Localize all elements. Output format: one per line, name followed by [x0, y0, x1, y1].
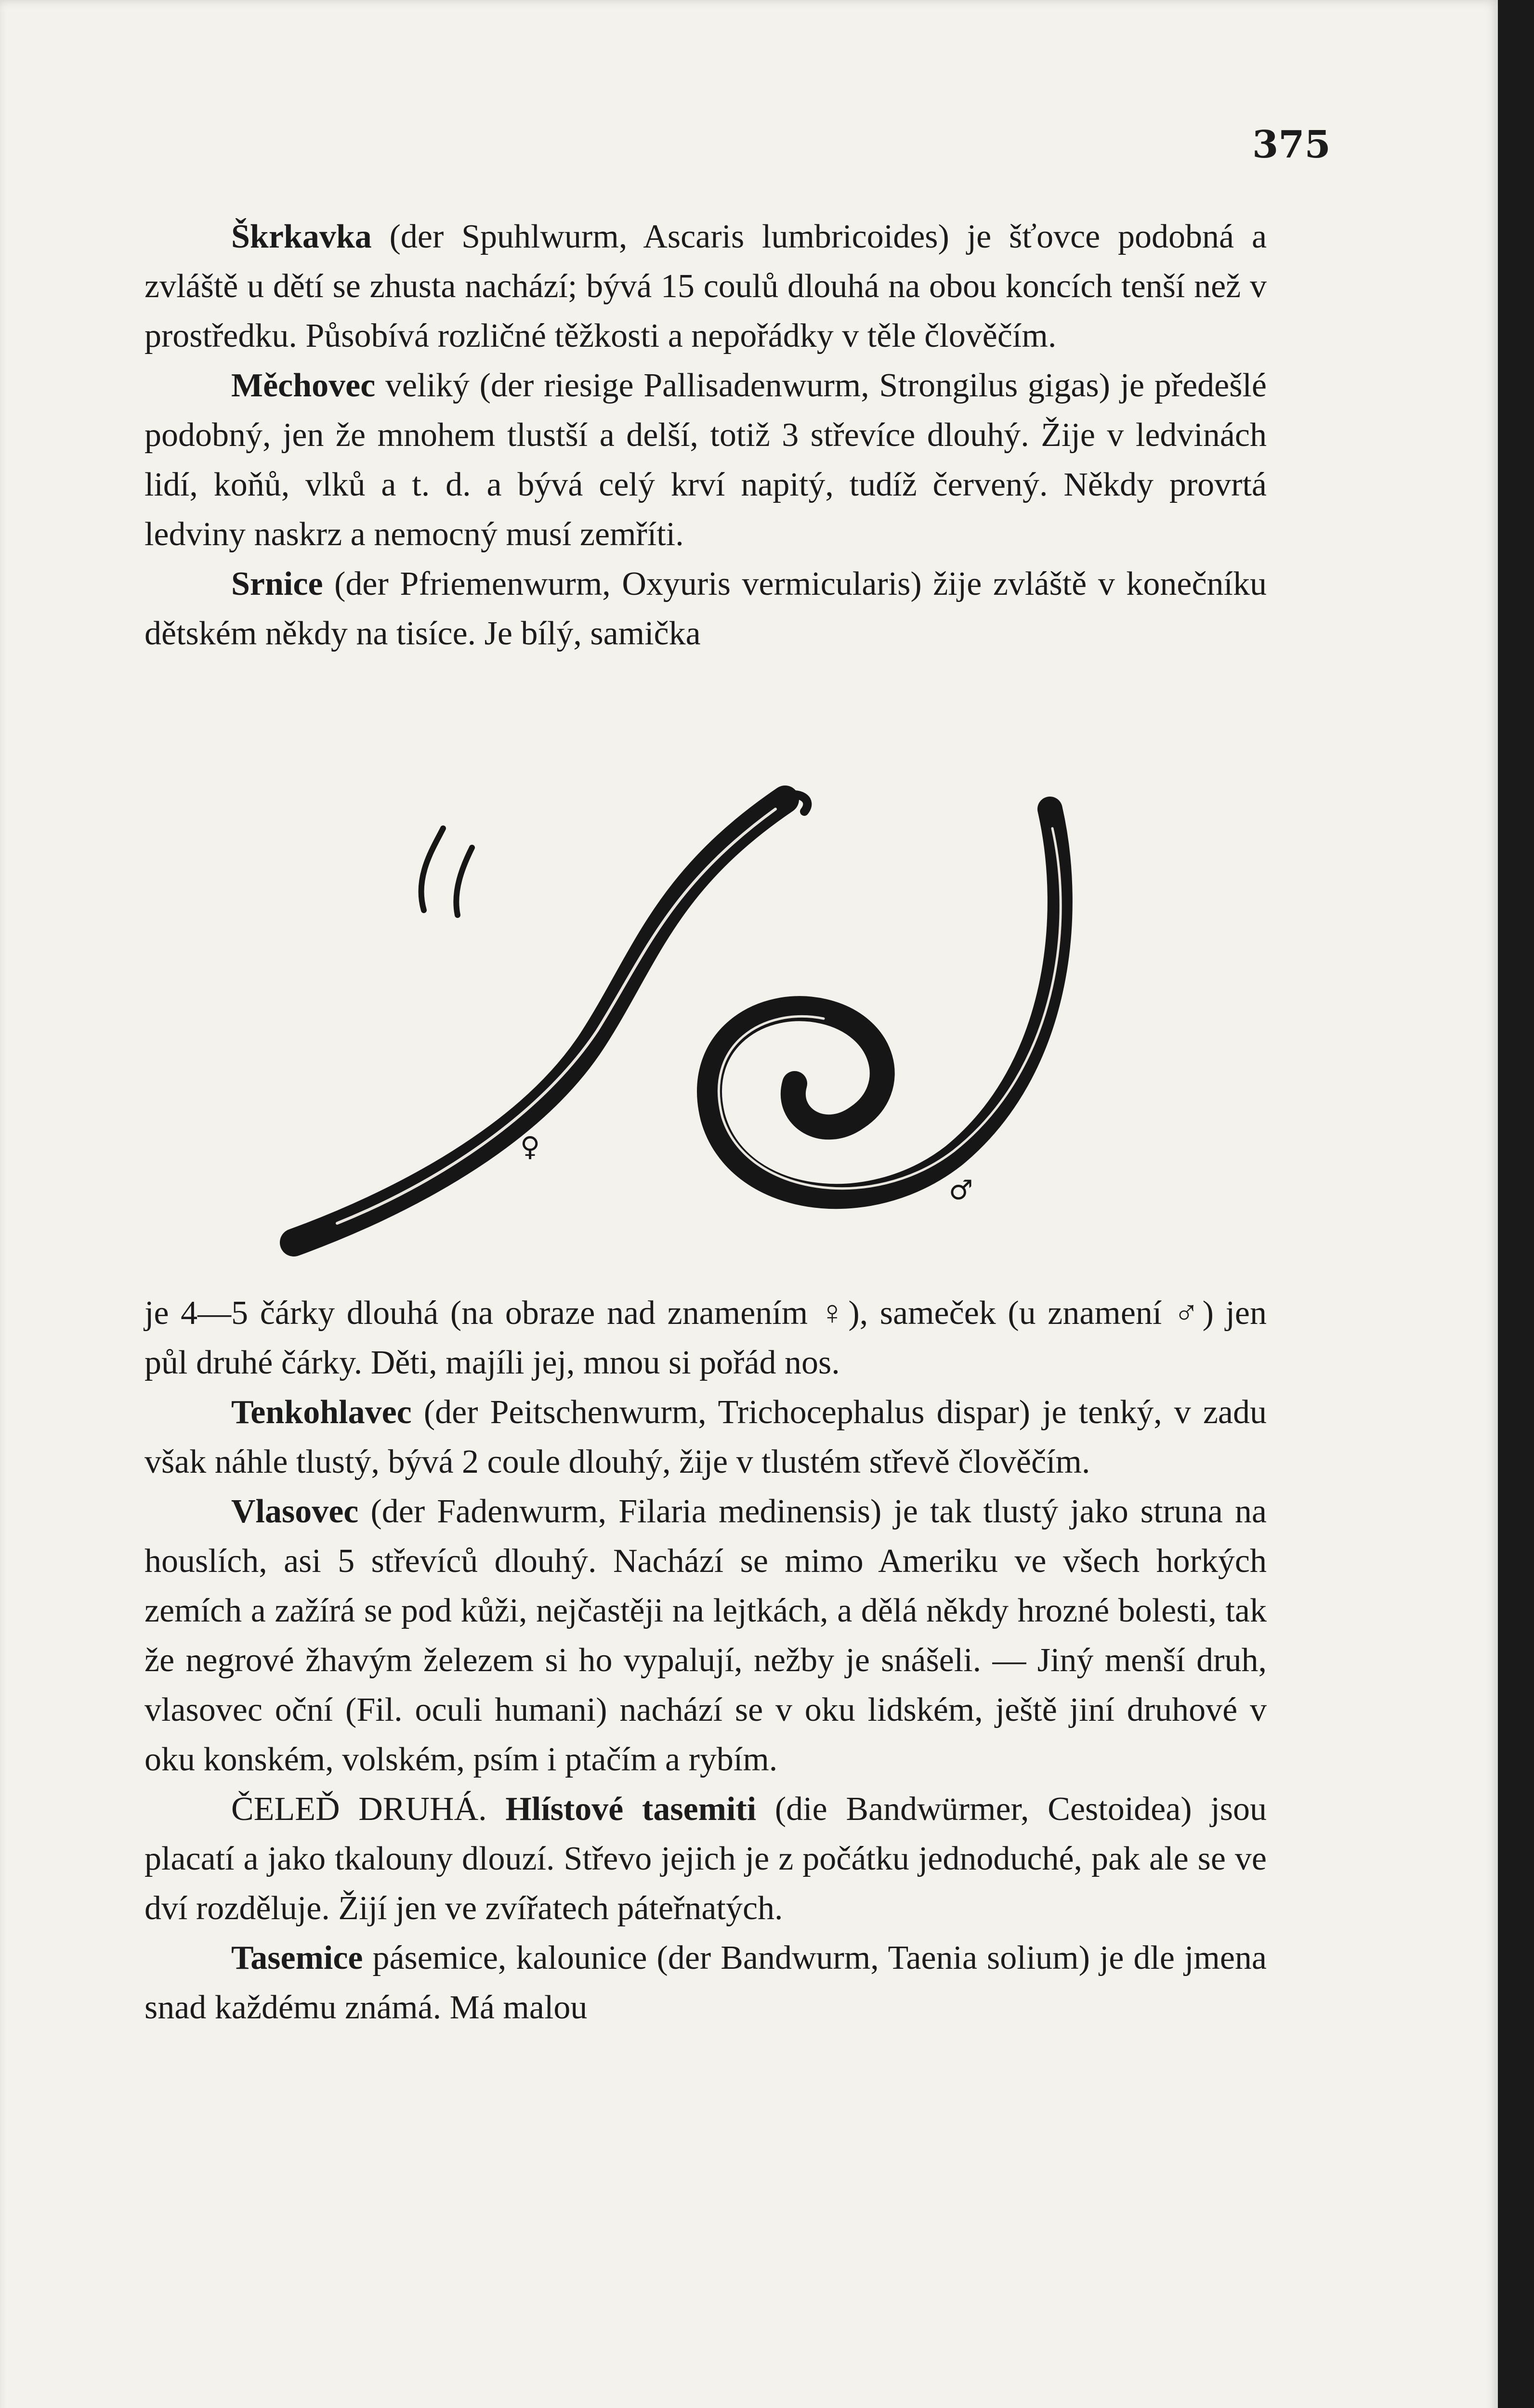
section-lead: ČELEĎ DRUHÁ.: [231, 1791, 487, 1828]
term-vlasovec: Vlasovec: [231, 1493, 359, 1530]
paragraph-srnice-text: (der Pfriemenwurm, Oxyuris vermicularis) žije zvláště v konečníku dětském někdy na tisíce. Je bílý, samička: [144, 565, 1267, 652]
paragraph-vlasovec: [144, 1487, 1267, 1784]
male-sign: ♂: [949, 1175, 973, 1206]
paragraph-mechovec: [144, 361, 1267, 559]
female-sign: ♀: [520, 1131, 540, 1163]
text-block-top: [144, 212, 1267, 658]
term-srnice: Srnice: [231, 565, 323, 602]
paragraph-tenkohlavec-text: (der Peitschenwurm, Trichocephalus dispar) je tenký, v zadu však náhle tlustý, bývá 2 coule dlouhý, žije v tlustém střevě člověčím.: [144, 1394, 1267, 1480]
male-worm-body: [709, 809, 1060, 1196]
paragraph-tenkohlavec: [144, 1387, 1267, 1487]
paragraph-srnice: [144, 559, 1267, 658]
paragraph-tasemice-text: pásemice, kalounice (der Bandwurm, Taenia solium) je dle jmena snad každému známá. Má malou: [144, 1939, 1267, 2026]
paragraph-skrkavka-text: (der Spuhlwurm, Ascaris lumbricoides) je šťovce podobná a zvláště u dětí se zhusta nachází; bývá 15 coulů dlouhá na obou koncích tenší než v prostředku. Působívá rozličné těžkosti a nepořádky v těle člověčím.: [144, 218, 1267, 354]
paragraph-skrkavka: [144, 212, 1267, 361]
term-tenkohlavec: Tenkohlavec: [231, 1394, 412, 1431]
term-tasemice: Tasemice: [231, 1939, 363, 1976]
worm-illustration: [279, 771, 1315, 1291]
small-worm-2: [456, 848, 472, 915]
paragraph-celed-druha-text: (die Bandwürmer, Cestoidea) jsou placatí a jako tkalouny dlouzí. Střevo jejich je z počátku jednoduché, pak ale se ve dví rozděluje. Žijí jen ve zvířatech páteřnatých.: [144, 1791, 1267, 1927]
term-hlistove-tasemiti: Hlístové tasemiti: [505, 1791, 757, 1828]
paragraph-tasemice: [144, 1933, 1267, 2032]
page-number: 375: [1252, 123, 1331, 167]
worm-drawing: [279, 771, 1315, 1291]
term-skrkavka: Škrkavka: [231, 218, 372, 255]
paragraph-mechovec-text: veliký (der riesige Pallisadenwurm, Strongilus gigas) je předešlé podobný, jen že mnohem tlustší a delší, totiž 3 střevíce dlouhý. Žije v ledvinách lidí, koňů, vlků a t. d. a bývá celý krví napitý, tudíž červený. Někdy provrtá ledviny naskrz a nemocný musí zemříti.: [144, 367, 1267, 553]
female-worm-body: [294, 799, 785, 1243]
paragraph-vlasovec-text: (der Fadenwurm, Filaria medinensis) je tak tlustý jako struna na houslích, asi 5 střevíců dlouhý. Nachází se mimo Ameriku ve všech horkých zemích a zažírá se pod kůži, nejčastěji na lejtkách, a dělá někdy hrozné bolesti, tak že negrové žhavým železem si ho vypalují, nežby je snášeli. — Jiný menší druh, vlasovec oční (Fil. oculi humani) nachází se v oku lidském, ještě jiní druhové v oku konském, volském, psím i ptačím a rybím.: [144, 1493, 1267, 1778]
paragraph-srnice-continued: je 4—5 čárky dlouhá (na obraze nad znamením ♀), sameček (u znamení ♂) jen půl druhé čárky. Děti, majíli jej, mnou si pořád nos.: [144, 1295, 1267, 1381]
small-worm-1: [421, 828, 443, 910]
paragraph-celed-druha: [144, 1784, 1267, 1933]
term-mechovec: Měchovec: [231, 367, 376, 404]
text-block-bottom: [144, 1288, 1267, 2032]
